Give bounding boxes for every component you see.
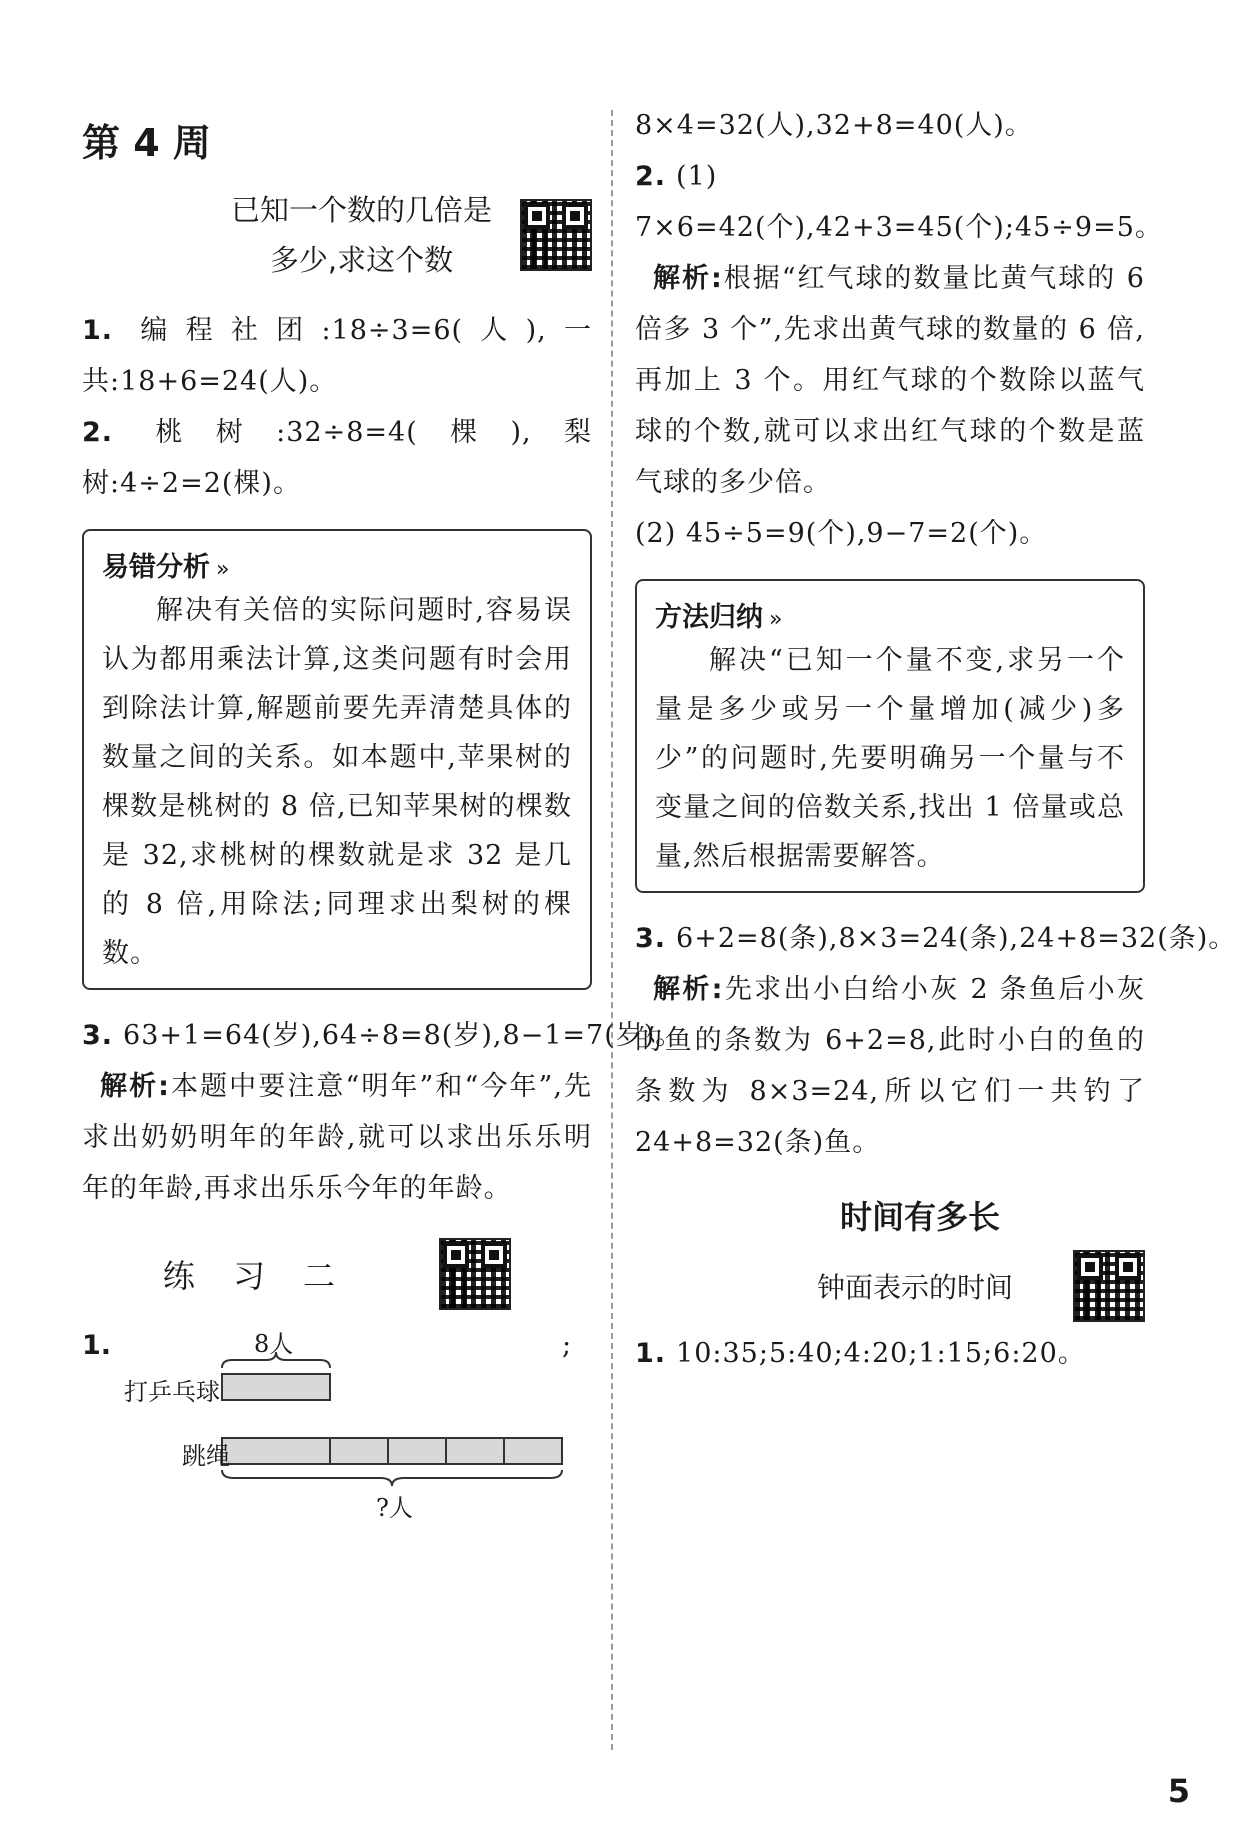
answer-text: (1) 7×6=42(个),42+3=45(个);45÷9=5。: [635, 161, 1163, 243]
answer-text: 编程社团:18÷3=6(人),一共:18+6=24(人)。: [82, 315, 592, 397]
answer-number: 2.: [82, 417, 114, 448]
time-answer-1: [635, 1328, 1145, 1379]
answer-3: [82, 1010, 684, 1214]
answer-2: [82, 407, 592, 509]
section-heading-text: [231, 185, 492, 285]
answer-2-right: [635, 151, 1163, 508]
analysis-label: 解析:: [653, 974, 724, 1005]
ping-pong-label: 打乒乓球: [124, 1378, 220, 1406]
week-title: 第 4 周: [82, 121, 211, 165]
answer-text: 桃树:32÷8=4(棵),梨树:4÷2=2(棵)。: [82, 417, 592, 499]
bar-diagram: [82, 1320, 592, 1530]
right-column: [635, 100, 1237, 1379]
answer-number: 1.: [635, 1338, 667, 1369]
box-title-text: 方法归纳: [655, 602, 763, 633]
analysis-label: 解析:: [653, 263, 723, 294]
page-number: 5: [1167, 1772, 1190, 1810]
practice-title: 练 习 二: [162, 1257, 350, 1295]
practice-heading: [82, 1238, 592, 1310]
answer-3-right: [635, 913, 1237, 1168]
practice-semicolon: ;: [562, 1330, 572, 1361]
analysis-text: 本题中要注意“明年”和“今年”,先求出奶奶明年的年龄,就可以求出乐乐明年的年龄,再求出乐乐今年的年龄。: [82, 1071, 592, 1204]
jump-rope-bar-segment: [504, 1438, 562, 1464]
column-divider: [611, 110, 613, 1750]
answer-text: 10:35;5:40;4:20;1:15;6:20。: [676, 1338, 1086, 1369]
box-title-text: 易错分析: [102, 552, 210, 583]
method-summary-text: 解决“已知一个量不变,求另一个量是多少或另一个量增加(减少)多少”的问题时,先要明确另一个量与不变量之间的倍数关系,找出 1 倍量或总量,然后根据需要解答。: [655, 645, 1125, 872]
qr-code-icon[interactable]: [520, 199, 592, 271]
bottom-brace: [222, 1470, 562, 1486]
answer-text: 6+2=8(条),8×3=24(条),24+8=32(条)。: [676, 923, 1237, 954]
analysis-label: 解析:: [100, 1071, 170, 1102]
bar-diagram-graphic: [82, 1320, 592, 1530]
time-section-subtitle: 钟面表示的时间: [816, 1271, 1013, 1304]
section-heading: [82, 185, 592, 285]
section-heading-line2: 多少,求这个数: [269, 243, 454, 277]
error-analysis-title: [102, 545, 572, 584]
method-summary-box: [635, 579, 1145, 893]
analysis-text: 先求出小白给小灰 2 条鱼后小灰的鱼的条数为 6+2=8,此时小白的鱼的条数为 8×3=24,所以它们一共钓了 24+8=32(条)鱼。: [635, 974, 1145, 1158]
jump-rope-bar-segment: [446, 1438, 504, 1464]
jump-rope-bar-segment: [330, 1438, 388, 1464]
time-section-title: 时间有多长: [839, 1198, 1000, 1236]
answer-2-part2: (2) 45÷5=9(个),9−7=2(个)。: [635, 518, 1048, 549]
section-heading-line1: 已知一个数的几倍是: [230, 193, 492, 227]
jump-rope-bar-segment: [222, 1438, 330, 1464]
bottom-brace-label: ?人: [376, 1494, 413, 1522]
double-arrow-icon: »: [769, 607, 783, 632]
qr-code-icon[interactable]: [1073, 1250, 1145, 1322]
ping-pong-bar: [222, 1374, 330, 1400]
analysis-text: 根据“红气球的数量比黄气球的 6 倍多 3 个”,先求出黄气球的数量的 6 倍,再加上 3 个。用红气球的个数除以蓝气球的个数,就可以求出红气球的个数是蓝气球的多少倍。: [635, 263, 1145, 498]
qr-code-icon[interactable]: [439, 1238, 511, 1310]
answer-continuation: 8×4=32(人),32+8=40(人)。: [635, 110, 1033, 141]
top-brace-label: 8人: [254, 1330, 294, 1358]
answer-text: 63+1=64(岁),64÷8=8(岁),8−1=7(岁)。: [123, 1020, 684, 1051]
answer-number: 3.: [82, 1020, 114, 1051]
answer-number: 2.: [635, 161, 667, 192]
left-column: [82, 100, 684, 1530]
answer-number: 1.: [82, 315, 114, 346]
answer-1: [82, 305, 592, 407]
double-arrow-icon: »: [216, 557, 230, 582]
answer-number: 3.: [635, 923, 667, 954]
error-analysis-text: 解决有关倍的实际问题时,容易误认为都用乘法计算,这类问题有时会用到除法计算,解题前要先弄清楚具体的数量之间的关系。如本题中,苹果树的棵数是桃树的 8 倍,已知苹果树的棵数是 32,求桃树的棵数就是求 32 是几的 8 倍,用除法;同理求出梨树的棵数。: [102, 595, 572, 969]
time-section-subheading: [635, 1250, 1145, 1322]
error-analysis-box: [82, 529, 592, 990]
method-summary-title: [655, 595, 1125, 634]
practice-item-number: 1.: [82, 1330, 112, 1361]
jump-rope-bar-segment: [388, 1438, 446, 1464]
jump-rope-label: 跳绳: [182, 1442, 230, 1470]
